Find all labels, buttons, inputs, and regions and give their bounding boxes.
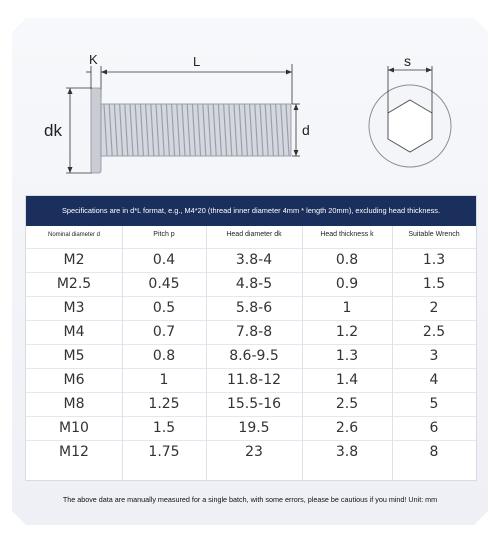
table-cell: M4	[63, 324, 85, 340]
table-cell: 0.4	[152, 252, 176, 268]
table-cell: M12	[59, 444, 89, 460]
k-label: K	[89, 52, 98, 67]
d-label: d	[302, 122, 310, 138]
table-cell: M2	[63, 252, 85, 268]
row-divider	[26, 416, 476, 417]
table-row	[26, 272, 476, 296]
l-label: L	[193, 54, 201, 69]
table-row	[26, 248, 476, 272]
table-row	[26, 416, 476, 440]
table-cell: 1	[159, 372, 169, 388]
table-cell: 5	[429, 396, 439, 412]
table-row	[26, 344, 476, 368]
table-cell: M2.5	[56, 276, 92, 292]
table-cell: 8	[429, 444, 439, 460]
table-cell: 1	[342, 300, 352, 316]
column-divider	[392, 226, 393, 480]
table-cell: 6	[429, 420, 439, 436]
table-row	[26, 296, 476, 320]
row-divider	[26, 392, 476, 393]
spec-table	[25, 195, 477, 481]
column-divider	[122, 226, 123, 480]
table-cell: 1.75	[148, 444, 180, 460]
dk-label: dk	[44, 121, 62, 140]
column-divider	[302, 226, 303, 480]
spec-banner: Specifications are in d*L format, e.g., M4*20 (thread inner diameter 4mm * length 20mm), excluding head thickness.	[26, 196, 476, 226]
table-cell: M6	[63, 372, 85, 388]
table-cell: 2	[429, 300, 439, 316]
screw-head	[91, 88, 101, 173]
table-row	[26, 368, 476, 392]
table-row	[26, 392, 476, 416]
table-cell: 0.8	[335, 252, 359, 268]
table-cell: 5.8-6	[235, 300, 273, 316]
dk-dimension	[66, 88, 92, 173]
table-cell: 1.2	[335, 324, 359, 340]
row-divider	[26, 368, 476, 369]
table-cell: 0.5	[152, 300, 176, 316]
header-cell: Head thickness k	[320, 231, 374, 238]
table-cell: 1.3	[422, 252, 446, 268]
table-cell: 4	[429, 372, 439, 388]
row-divider	[26, 296, 476, 297]
header-cell: Suitable Wrench	[408, 231, 460, 238]
table-cell: M3	[63, 300, 85, 316]
table-cell: 1.5	[422, 276, 446, 292]
table-cell: M10	[59, 420, 89, 436]
table-cell: 2.5	[422, 324, 446, 340]
table-cell: 2.6	[335, 420, 359, 436]
header-row	[26, 226, 476, 244]
table-cell: 0.9	[335, 276, 359, 292]
table-row	[26, 320, 476, 344]
row-divider	[26, 344, 476, 345]
table-cell: 23	[245, 444, 263, 460]
footnote: The above data are manually measured for a single batch, with some errors, please be cautious if you mind! Unit: mm	[62, 495, 438, 504]
table-cell: 0.45	[148, 276, 180, 292]
table-cell: M5	[63, 348, 85, 364]
row-divider	[26, 440, 476, 441]
row-divider	[26, 248, 476, 249]
table-cell: 11.8-12	[226, 372, 282, 388]
header-cell: Pitch p	[153, 231, 175, 238]
table-cell: 15.5-16	[226, 396, 282, 412]
row-divider	[26, 320, 476, 321]
table-cell: 3	[429, 348, 439, 364]
s-label: s	[404, 53, 411, 69]
table-cell: 1.3	[335, 348, 359, 364]
table-cell: 3.8	[335, 444, 359, 460]
table-cell: 0.8	[152, 348, 176, 364]
table-cell: 19.5	[238, 420, 270, 436]
table-cell: 1.25	[148, 396, 180, 412]
table-cell: 0.7	[152, 324, 176, 340]
table-cell: 8.6-9.5	[229, 348, 279, 364]
table-cell: 1.5	[152, 420, 176, 436]
header-cell: Nominal diameter d	[47, 232, 101, 238]
table-cell: 1.4	[335, 372, 359, 388]
table-cell: 2.5	[335, 396, 359, 412]
table-cell: M8	[63, 396, 85, 412]
screw-diagram	[0, 0, 500, 200]
column-divider	[206, 226, 207, 480]
table-cell: 7.8-8	[235, 324, 273, 340]
row-divider	[26, 272, 476, 273]
table-cell: 4.8-5	[235, 276, 273, 292]
table-row	[26, 440, 476, 464]
header-cell: Head diameter dk	[226, 231, 282, 238]
table-cell: 3.8-4	[235, 252, 273, 268]
